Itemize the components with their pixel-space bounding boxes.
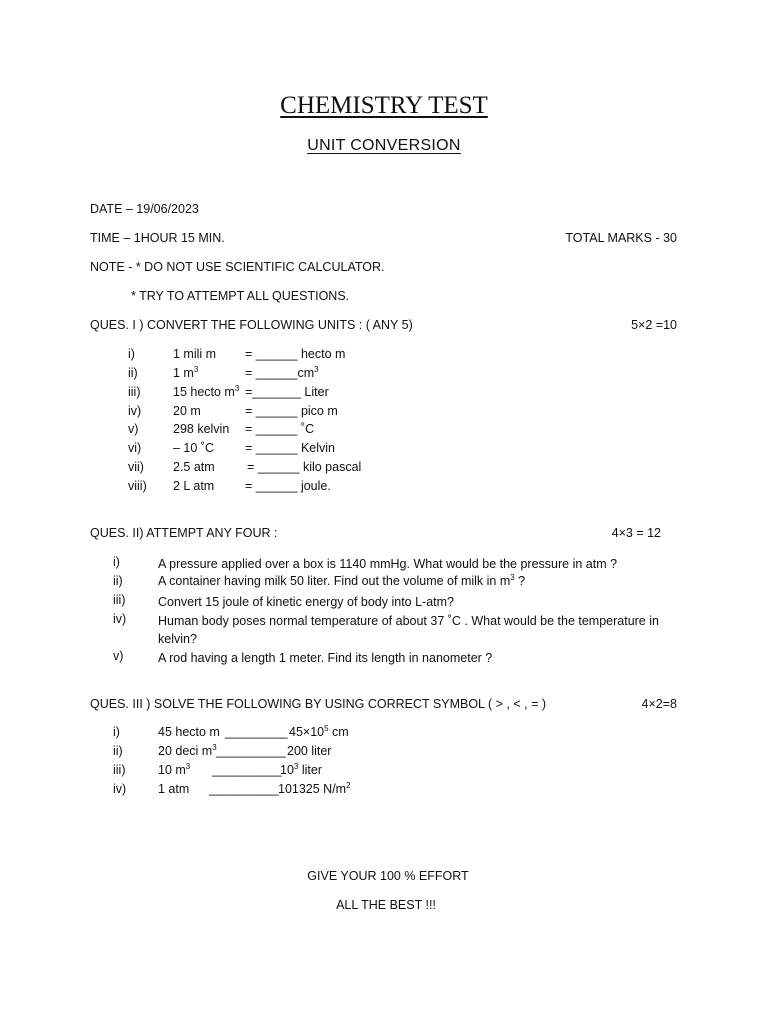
q3-item-blank: __________ [216,744,286,758]
q1-item-quantity: 298 kelvin [173,422,230,436]
q2-heading: QUES. II) ATTEMPT ANY FOUR : [90,526,278,540]
q1-heading: QUES. I ) CONVERT THE FOLLOWING UNITS : ( ANY 5) [90,318,413,332]
q3-item-right: $45\times 10^5$ cm [289,724,349,739]
q1-item-num: v) [128,422,139,436]
test-date: DATE – 19/06/2023 [90,202,199,216]
q1-item-num: iv) [128,404,142,418]
q2-item-text: A pressure applied over a box is 1140 mmHg. What would be the pressure in atm ? [158,557,618,571]
q3-item-left: 20 deci $m^3$ [158,743,217,758]
q3-item-right: 101325 $N/m^2$ [278,781,351,796]
q1-item-num: vii) [128,460,144,474]
q3-item-blank: _________ [225,725,288,739]
footer-best-wishes: ALL THE BEST !!! [336,898,436,912]
q1-item-quantity: 15 hecto $m^3$ [173,384,240,399]
q1-item-num: ii) [128,366,138,380]
q1-item-quantity: 2 L atm [173,479,215,493]
q1-item-equation: =_______ Liter [245,385,329,399]
q1-item-equation: = ______ ˚C [245,422,315,436]
q3-item-num: ii) [113,744,123,758]
q1-item-quantity: – 10 ˚C [173,441,214,455]
note-calculator: NOTE - * DO NOT USE SCIENTIFIC CALCULATOR. [90,260,385,274]
page-subtitle: UNIT CONVERSION [307,137,461,154]
q1-item-num: i) [128,347,135,361]
q3-item-left: 45 hecto m [158,725,220,739]
q1-item-num: viii) [128,479,147,493]
q1-item-quantity: 1 mili m [173,347,217,361]
q1-item-equation: = ______ joule. [245,479,331,493]
q2-item-text: A rod having a length 1 meter. Find its length in nanometer ? [158,651,493,665]
q3-item-left: 10 $m^3$ [158,762,191,777]
q3-marks: 4×2=8 [641,697,677,711]
q1-item-equation: = ______ hecto m [245,347,346,361]
page-title: CHEMISTRY TEST [280,92,488,119]
q1-marks: 5×2 =10 [631,318,677,332]
q3-item-right: $10^3$ liter [280,762,322,777]
q3-heading: QUES. III ) SOLVE THE FOLLOWING BY USING CORRECT SYMBOL ( > , < , = ) [90,697,547,711]
q1-item-num: iii) [128,385,141,399]
q2-item-num: i) [113,555,120,569]
q2-marks: 4×3 = 12 [611,526,661,540]
q2-item-num: iii) [113,593,126,607]
q1-item-equation: = ______ Kelvin [245,441,336,455]
q2-item-text: Human body poses normal temperature of about 37 ˚C . What would be the temperature in kelvin? [158,614,659,646]
q3-item-blank: __________ [209,782,279,796]
total-marks: TOTAL MARKS - 30 [565,231,677,245]
q1-item-quantity: 20 m [173,404,201,418]
q1-item-quantity: 2.5 atm [173,460,215,474]
q2-item-num: iv) [113,612,127,626]
test-time: TIME – 1HOUR 15 MIN. [90,231,225,245]
q3-item-blank: __________ [212,763,282,777]
q2-item-text: A container having milk 50 liter. Find out the volume of milk in $m^3$ ? [158,573,526,588]
q1-item-num: vi) [128,441,142,455]
q1-item-equation: = ______ pico m [245,404,338,418]
footer-effort: GIVE YOUR 100 % EFFORT [307,869,469,883]
q1-item-equation: = $\_\_\_\_\_\_cm^3$ [245,365,319,380]
q2-item-num: ii) [113,574,123,588]
q3-item-num: i) [113,725,120,739]
q3-item-left: 1 atm [158,782,190,796]
q1-item-equation: = ______ kilo pascal [247,460,362,474]
q3-item-right: 200 liter [287,744,332,758]
note-attempt-all: * TRY TO ATTEMPT ALL QUESTIONS. [131,289,350,303]
q3-item-num: iv) [113,782,127,796]
q1-item-quantity: 1 $m^3$ [173,365,199,380]
q3-item-num: iii) [113,763,126,777]
q2-item-num: v) [113,649,124,663]
q2-item-text: Convert 15 joule of kinetic energy of body into L-atm? [158,595,455,609]
